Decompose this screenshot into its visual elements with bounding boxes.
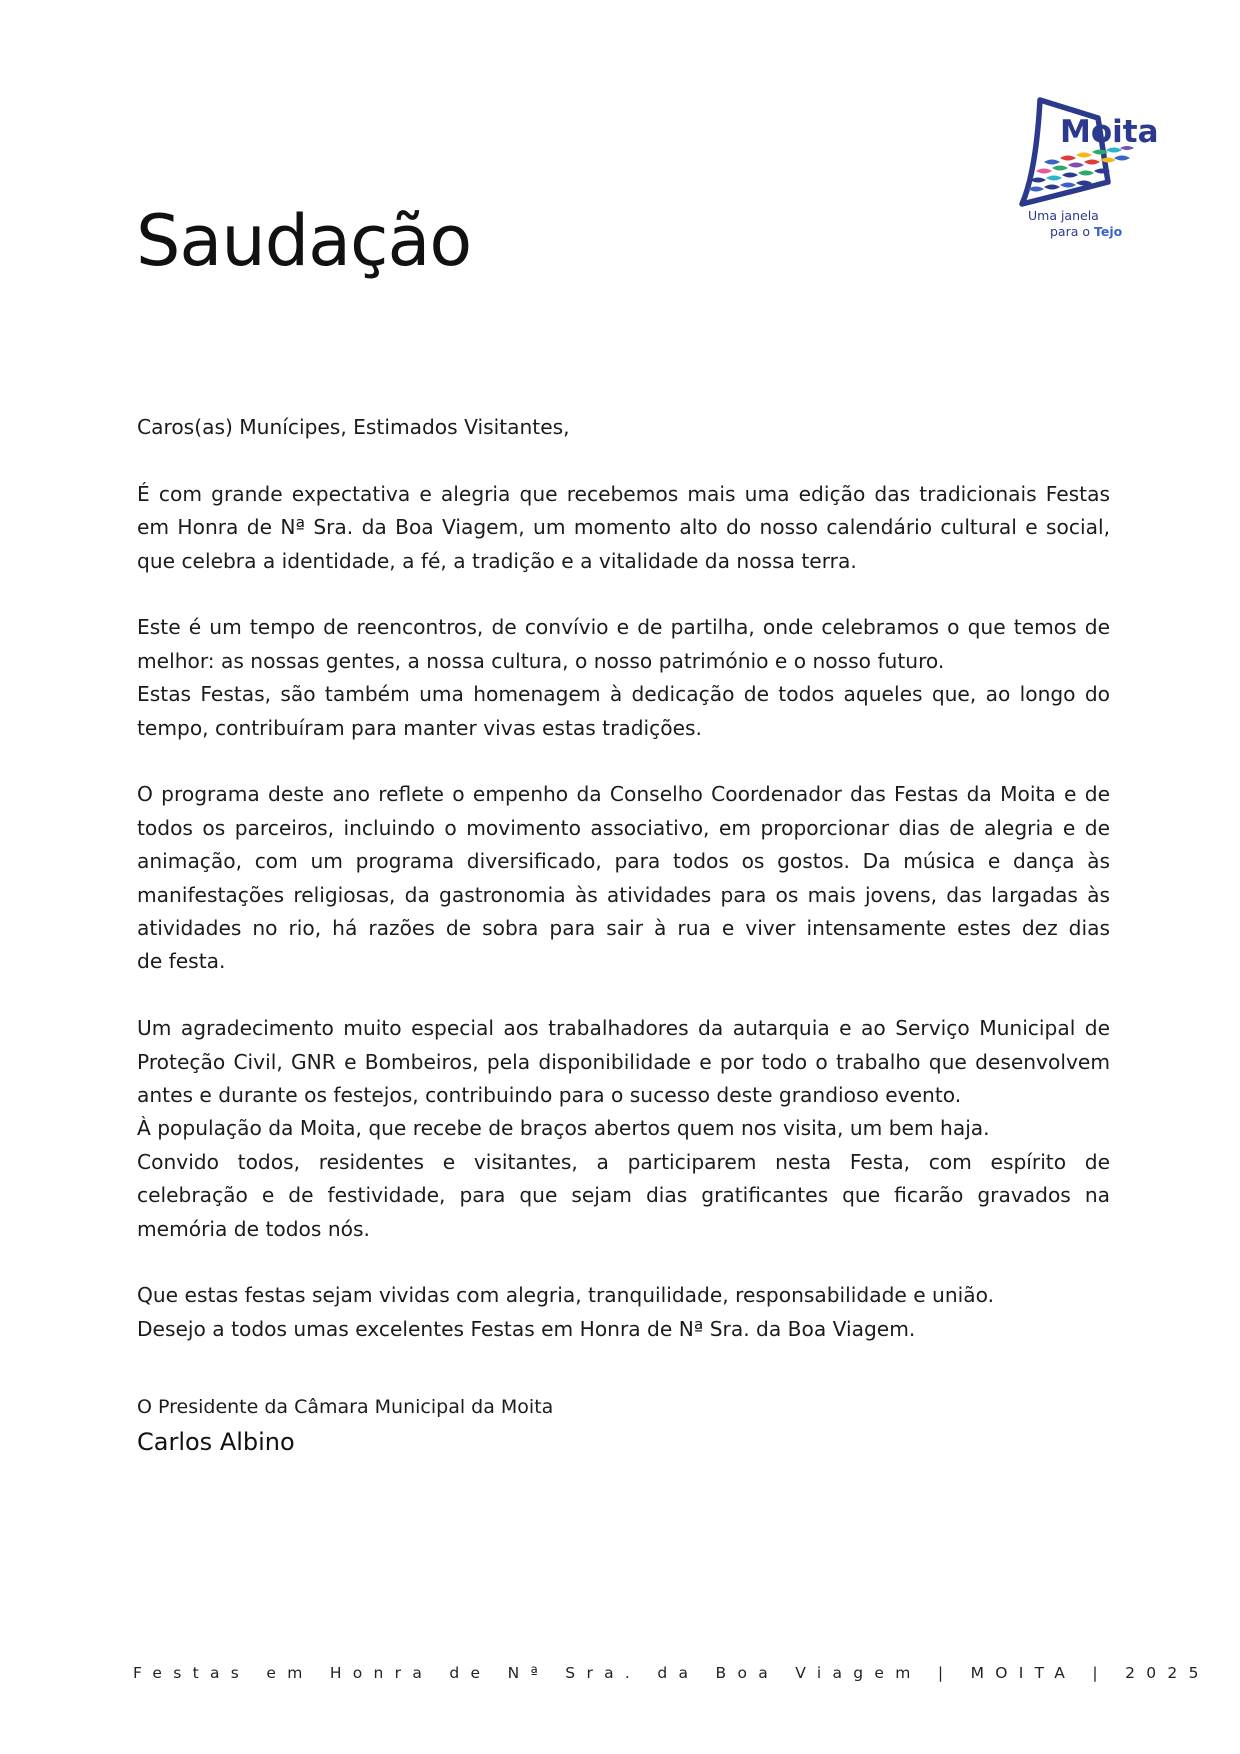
- paragraph-line: Convido todos, residentes e visitantes, a participarem nesta Festa, com espírito de: [137, 1149, 1110, 1174]
- paragraph-line: tempo, contribuíram para manter vivas estas tradições.: [137, 715, 702, 740]
- paragraph-line: Proteção Civil, GNR e Bombeiros, pela disponibilidade e por todo o trabalho que desenvolvem: [137, 1049, 1110, 1074]
- letter-paragraph-5: [137, 1279, 1110, 1346]
- signature-block: [137, 1392, 553, 1462]
- paragraph-line: antes e durante os festejos, contribuindo para o sucesso deste grandioso evento.: [137, 1083, 962, 1108]
- paragraph-line: memória de todos nós.: [137, 1216, 370, 1241]
- paragraph-line: Um agradecimento muito especial aos trabalhadores da autarquia e ao Serviço Municipal de: [137, 1016, 1110, 1041]
- letter-paragraph-2: [137, 611, 1110, 745]
- moita-logo: [1010, 92, 1170, 252]
- paragraph-line: O programa deste ano reflete o empenho da Conselho Coordenador das Festas da Moita e de: [137, 782, 1110, 807]
- paragraph-line: de festa.: [137, 949, 226, 974]
- letter-paragraph-3: [137, 778, 1110, 978]
- paragraph-line: atividades no rio, há razões de sobra para sair à rua e viver intensamente estes dez dias: [137, 916, 1110, 941]
- paragraph-line: Que estas festas sejam vividas com alegria, tranquilidade, responsabilidade e união.: [137, 1283, 995, 1308]
- letter-paragraph-1: [137, 478, 1110, 578]
- paragraph-line: É com grande expectativa e alegria que recebemos mais uma edição das tradicionais Festas: [137, 481, 1110, 506]
- paragraph-line: manifestações religiosas, da gastronomia às atividades para os mais jovens, das largadas às: [137, 882, 1110, 907]
- page-title: Saudação: [136, 200, 472, 282]
- paragraph-line: Estas Festas, são também uma homenagem à dedicação de todos aqueles que, ao longo do: [137, 682, 1110, 707]
- page-footer: Festas em Honra de Nª Sra. da Boa Viagem | MOITA | 2025: [133, 1664, 1210, 1682]
- letter-paragraph-4: [137, 1012, 1110, 1246]
- moita-logo-graphic: [1010, 92, 1170, 252]
- paragraph-line: que celebra a identidade, a fé, a tradição e a vitalidade da nossa terra.: [137, 548, 857, 573]
- paragraph-line: Este é um tempo de reencontros, de convívio e de partilha, onde celebramos o que temos de: [137, 615, 1110, 640]
- paragraph-line: animação, com um programa diversificado, para todos os gostos. Da música e dança às: [137, 849, 1110, 874]
- logo-wordmark: Moita: [1060, 114, 1159, 150]
- logo-tagline-line2: para o Tejo: [1050, 224, 1123, 239]
- paragraph-line: celebração e de festividade, para que sejam dias gratificantes que ficarão gravados na: [137, 1183, 1110, 1208]
- letter-body: [137, 411, 1110, 1380]
- signature-role: O Presidente da Câmara Municipal da Moita: [137, 1396, 554, 1418]
- letter-greeting: Caros(as) Munícipes, Estimados Visitantes,: [137, 415, 570, 439]
- paragraph-line: melhor: as nossas gentes, a nossa cultura, o nosso património e o nosso futuro.: [137, 648, 945, 673]
- paragraph-line: em Honra de Nª Sra. da Boa Viagem, um momento alto do nosso calendário cultural e social,: [137, 515, 1110, 540]
- paragraph-line: À população da Moita, que recebe de braços abertos quem nos visita, um bem haja.: [137, 1116, 990, 1141]
- logo-tagline-line1: Uma janela: [1028, 208, 1099, 223]
- paragraph-line: Desejo a todos umas excelentes Festas em Honra de Nª Sra. da Boa Viagem.: [137, 1316, 916, 1341]
- paragraph-line: todos os parceiros, incluindo o movimento associativo, em proporcionar dias de alegria e de: [137, 815, 1110, 840]
- signature-name: Carlos Albino: [137, 1428, 295, 1456]
